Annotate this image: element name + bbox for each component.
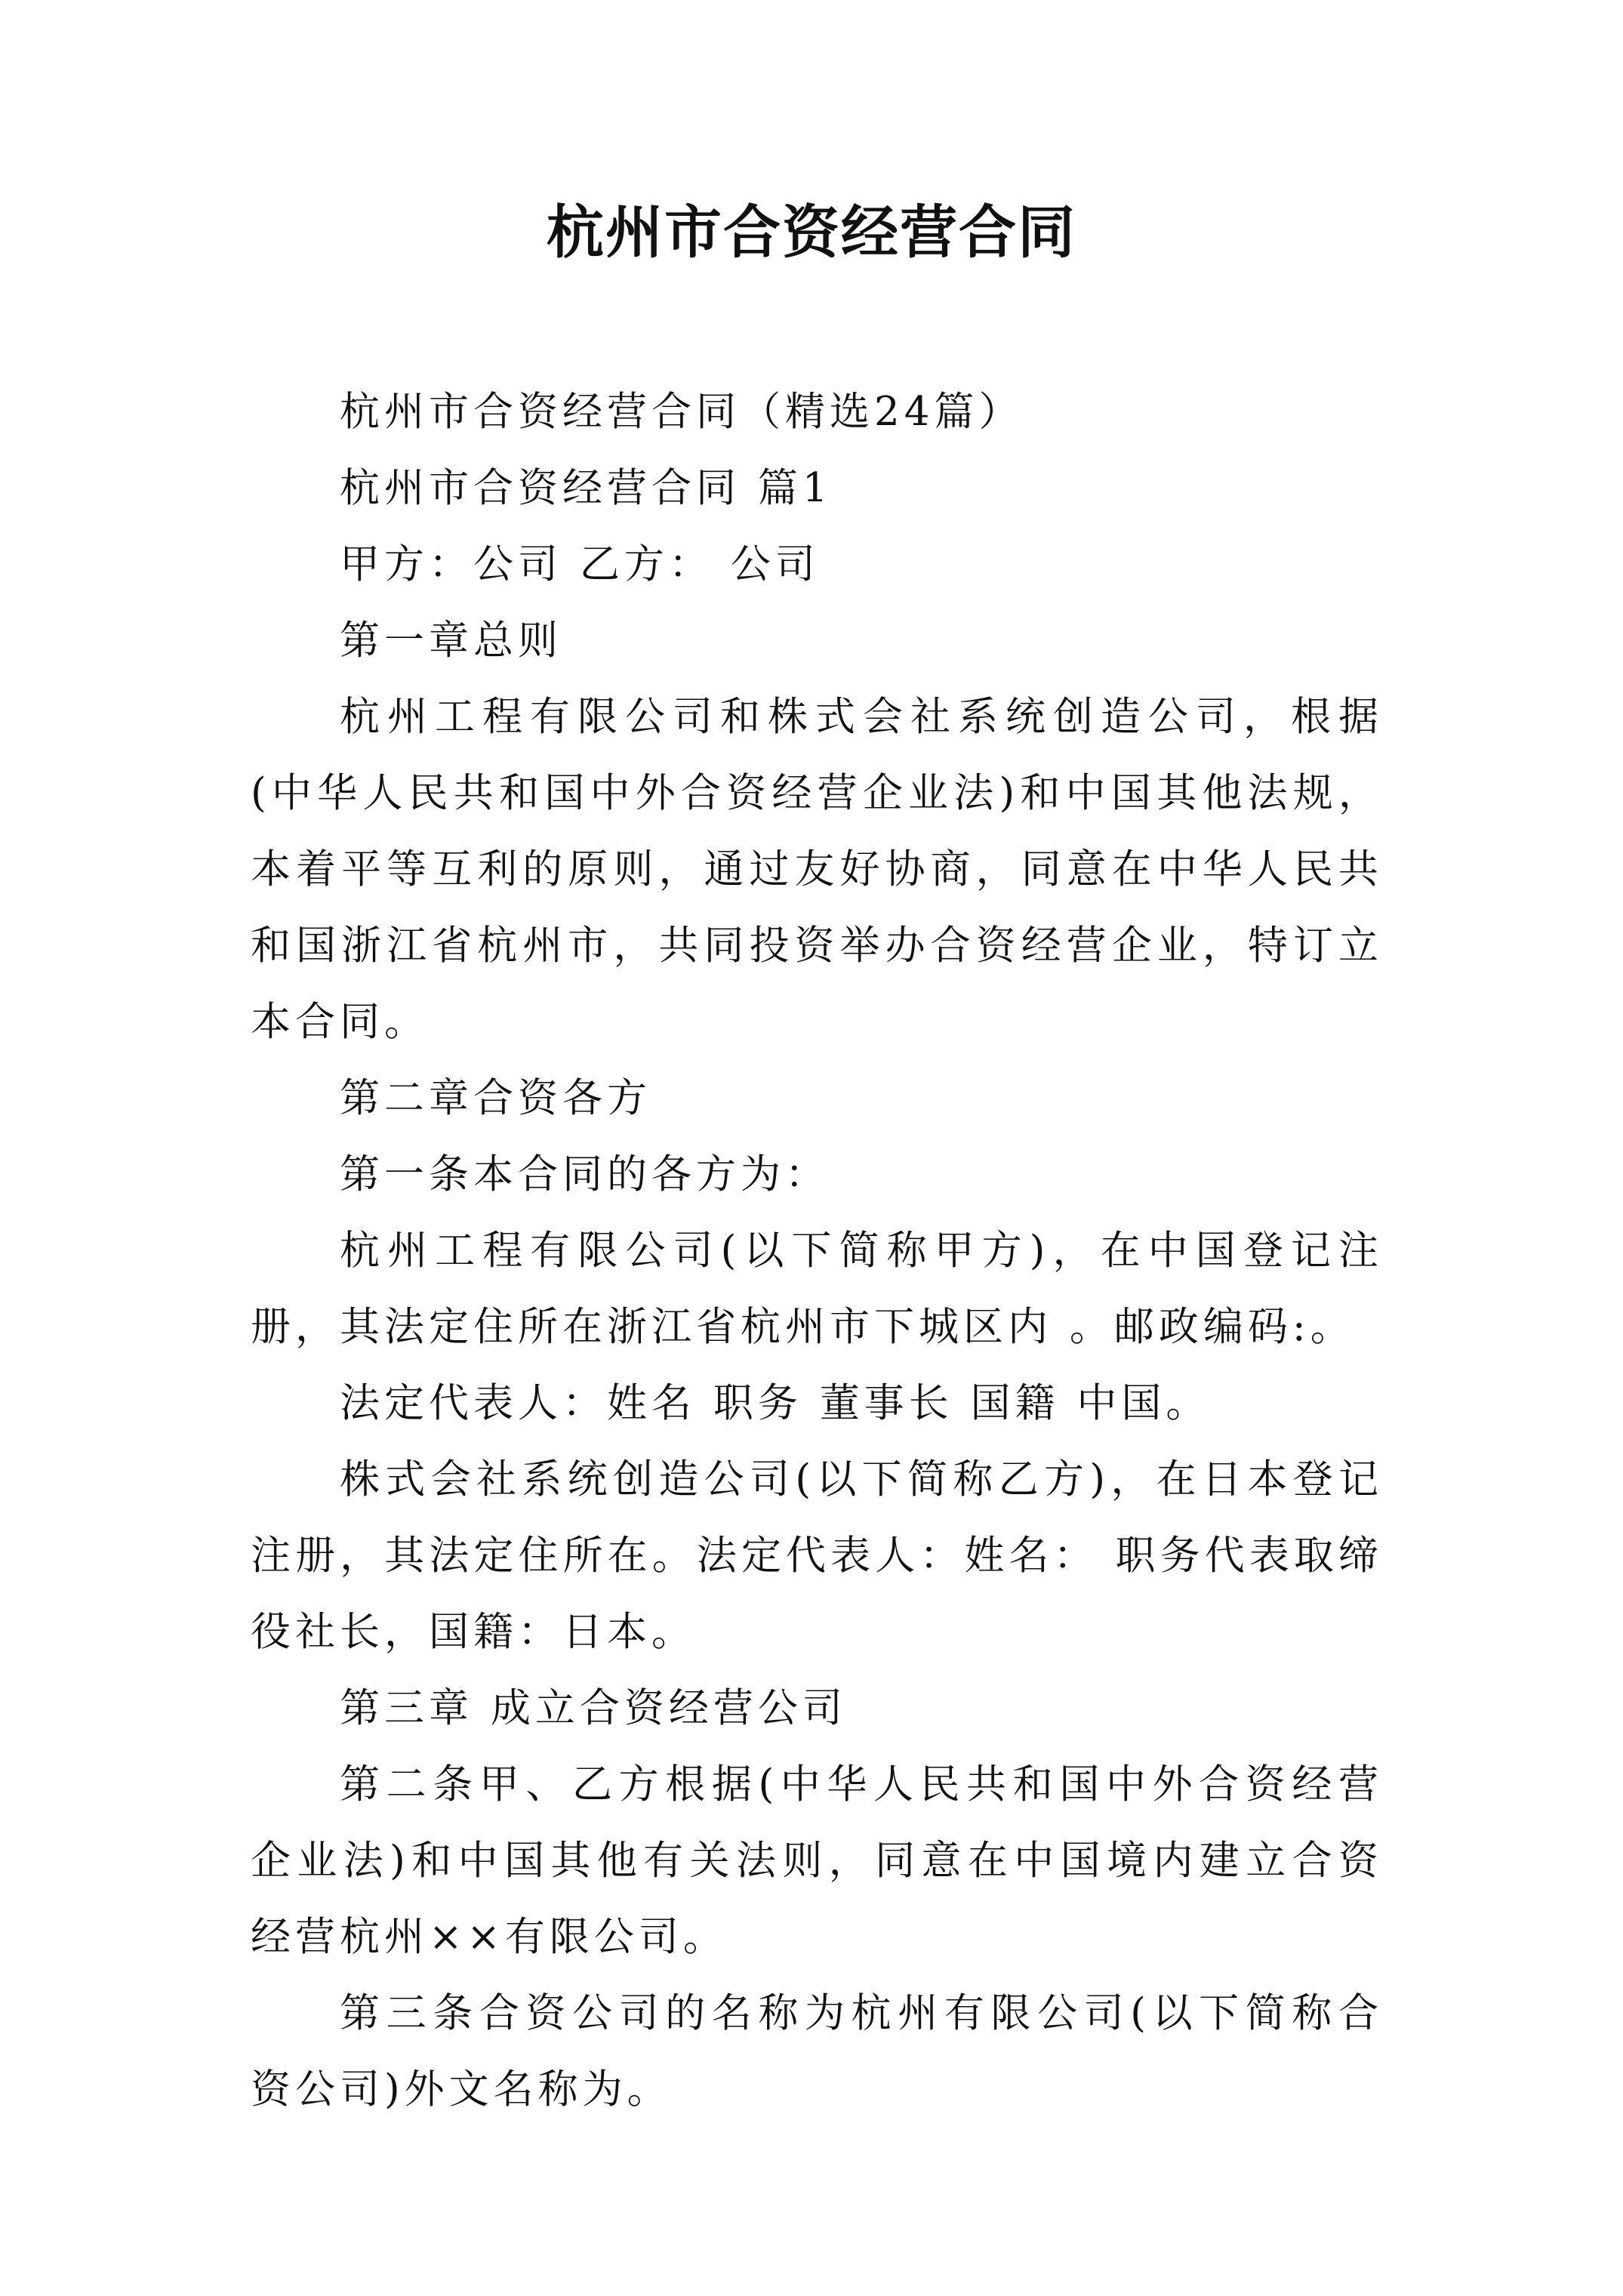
chapter-heading: 第二章合资各方 <box>340 1075 651 1121</box>
parties-line: 甲方：公司 乙方： 公司 <box>340 541 820 587</box>
article-paragraph: 第三条合资公司的名称为杭州有限公司(以下简称合资公司)外文名称为。 <box>251 1990 1383 2113</box>
chapter-heading: 第三章 成立合资经营公司 <box>340 1685 847 1731</box>
article-paragraph: 第一条本合同的各方为： <box>340 1151 830 1197</box>
article-paragraph: 第二条甲、乙方根据(中华人民共和国中外合资经营企业法)和中国其他有关法则，同意在中国境内建立合资经营杭州××有限公司。 <box>251 1761 1383 1960</box>
document-body <box>251 374 1383 2128</box>
body-paragraph: 法定代表人：姓名 职务 董事长 国籍 中国。 <box>340 1380 1211 1426</box>
body-paragraph: 杭州工程有限公司和株式会社系统创造公司，根据(中华人民共和国中外合资经营企业法)和中国其他法规，本着平等互利的原则，通过友好协商，同意在中华人民共和国浙江省杭州市，共同投资举办合资经营企业，特订立本合同。 <box>251 694 1383 1045</box>
chapter-heading: 第一章总则 <box>340 618 562 664</box>
section-heading: 杭州市合资经营合同 篇1 <box>340 465 833 511</box>
body-paragraph: 杭州工程有限公司(以下简称甲方)，在中国登记注册，其法定住所在浙江省杭州市下城区内 。邮政编码:。 <box>251 1228 1383 1350</box>
subtitle-paragraph: 杭州市合资经营合同（精选24篇） <box>340 389 1024 435</box>
body-paragraph: 株式会社系统创造公司(以下简称乙方)，在日本登记注册，其法定住所在。法定代表人：姓名： 职务代表取缔役社长，国籍：日本。 <box>251 1456 1383 1655</box>
document-title: 杭州市合资经营合同 <box>547 199 1076 266</box>
